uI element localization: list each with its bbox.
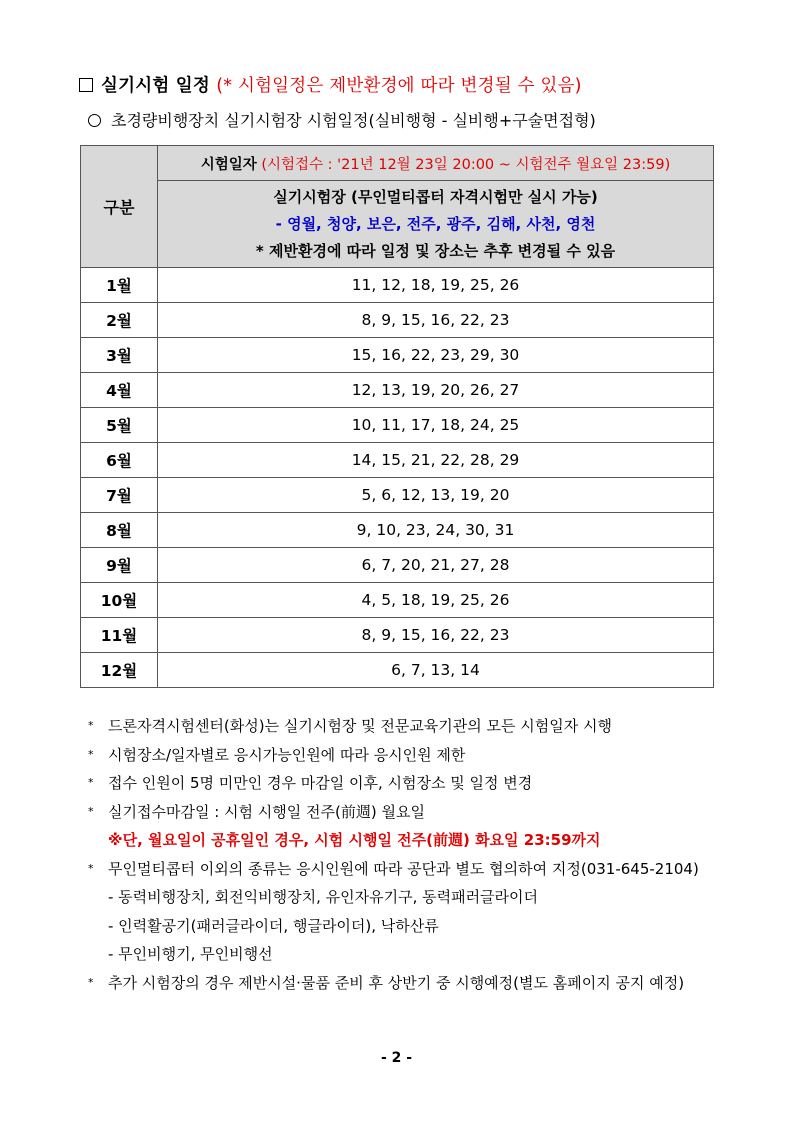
days-cell: 8, 9, 15, 16, 22, 23	[158, 618, 714, 653]
month-cell: 7월	[81, 478, 158, 513]
month-cell: 2월	[81, 303, 158, 338]
note-text: 시험장소/일자별로 응시가능인원에 따라 응시인원 제한	[108, 745, 466, 764]
note-text: 무인멀티콥터 이외의 종류는 응시인원에 따라 공단과 별도 협의하여 지정(031-645-2104)	[108, 859, 699, 878]
month-cell: 11월	[81, 618, 158, 653]
table-row	[81, 548, 714, 583]
header-date	[158, 146, 714, 181]
table-row	[81, 268, 714, 303]
days-cell: 14, 15, 21, 22, 28, 29	[158, 443, 714, 478]
days-cell: 9, 10, 23, 24, 30, 31	[158, 513, 714, 548]
date-label: 시험일자	[200, 156, 257, 173]
note-text: 실기접수마감일 : 시험 시행일 전주(前週) 월요일	[108, 802, 425, 821]
month-cell: 12월	[81, 653, 158, 688]
site-line-2: - 영월, 청양, 보은, 전주, 광주, 김해, 사천, 영천	[275, 214, 596, 233]
asterisk-icon: *	[88, 861, 94, 875]
note-red-text: ※단, 월요일이 공휴일인 경우, 시험 시행일 전주(前週) 화요일 23:59까지	[108, 831, 601, 849]
table-row	[81, 478, 714, 513]
table-row	[81, 583, 714, 618]
asterisk-icon: *	[88, 975, 94, 989]
checkbox-square-icon	[79, 78, 93, 92]
table-row	[81, 513, 714, 548]
month-cell: 6월	[81, 443, 158, 478]
header-site	[158, 181, 714, 268]
header-gubun: 구분	[81, 146, 158, 268]
table-row	[81, 618, 714, 653]
asterisk-icon: *	[88, 719, 94, 732]
month-cell: 3월	[81, 338, 158, 373]
subheading-text: 초경량비행장치 실기시험장 시험일정(실비행형 - 실비행+구술면접형)	[111, 111, 596, 130]
days-cell: 10, 11, 17, 18, 24, 25	[158, 408, 714, 443]
note-item	[88, 855, 728, 884]
month-cell: 9월	[81, 548, 158, 583]
section-heading	[79, 72, 582, 97]
asterisk-icon: *	[88, 747, 94, 761]
days-cell: 4, 5, 18, 19, 25, 26	[158, 583, 714, 618]
circle-bullet-icon	[88, 114, 101, 127]
section-title: 실기시험 일정	[101, 76, 210, 96]
month-cell: 4월	[81, 373, 158, 408]
table-row	[81, 338, 714, 373]
days-cell: 8, 9, 15, 16, 22, 23	[158, 303, 714, 338]
note-item	[88, 798, 728, 827]
table-row	[81, 408, 714, 443]
note-subitem: - 무인비행기, 무인비행선	[108, 945, 273, 963]
days-cell: 5, 6, 12, 13, 19, 20	[158, 478, 714, 513]
note-subitem: - 인력활공기(패러글라이더, 행글라이더), 낙하산류	[108, 916, 439, 935]
table-header-site-row	[81, 181, 714, 268]
days-cell: 6, 7, 13, 14	[158, 653, 714, 688]
section-note: (* 시험일정은 제반환경에 따라 변경될 수 있음)	[216, 76, 582, 96]
note-item	[88, 769, 728, 798]
month-cell: 5월	[81, 408, 158, 443]
days-cell: 6, 7, 20, 21, 27, 28	[158, 548, 714, 583]
exam-schedule-table	[80, 145, 714, 688]
asterisk-icon: *	[88, 804, 94, 818]
note-item	[88, 712, 728, 741]
asterisk-icon: *	[88, 776, 94, 789]
site-line-1: 실기시험장 (무인멀티콥터 자격시험만 실시 가능)	[273, 187, 598, 206]
page-number: - 2 -	[380, 1050, 413, 1066]
days-cell: 15, 16, 22, 23, 29, 30	[158, 338, 714, 373]
note-item	[88, 741, 728, 770]
table-row	[81, 653, 714, 688]
days-cell: 11, 12, 18, 19, 25, 26	[158, 268, 714, 303]
note-item	[88, 969, 728, 998]
days-cell: 12, 13, 19, 20, 26, 27	[158, 373, 714, 408]
table-header-row	[81, 146, 714, 181]
note-text: 추가 시험장의 경우 제반시설·물품 준비 후 상반기 중 시행예정(별도 홈페이지 공지 예정)	[108, 973, 685, 992]
table-row	[81, 443, 714, 478]
table-row	[81, 303, 714, 338]
month-cell: 1월	[81, 268, 158, 303]
notes-list	[88, 712, 728, 997]
subheading	[88, 108, 596, 131]
date-value: (시험접수 : '21년 12월 23일 20:00 ~ 시험전주 월요일 23:59)	[261, 156, 671, 173]
month-cell: 8월	[81, 513, 158, 548]
month-cell: 10월	[81, 583, 158, 618]
site-line-3: * 제반환경에 따라 일정 및 장소는 추후 변경될 수 있음	[255, 241, 616, 260]
table-row	[81, 373, 714, 408]
note-text: 접수 인원이 5명 미만인 경우 마감일 이후, 시험장소 및 일정 변경	[108, 774, 533, 792]
note-subitem: - 동력비행장치, 회전익비행장치, 유인자유기구, 동력패러글라이더	[108, 888, 539, 906]
note-text: 드론자격시험센터(화성)는 실기시험장 및 전문교육기관의 모든 시험일자 시행	[108, 717, 612, 735]
